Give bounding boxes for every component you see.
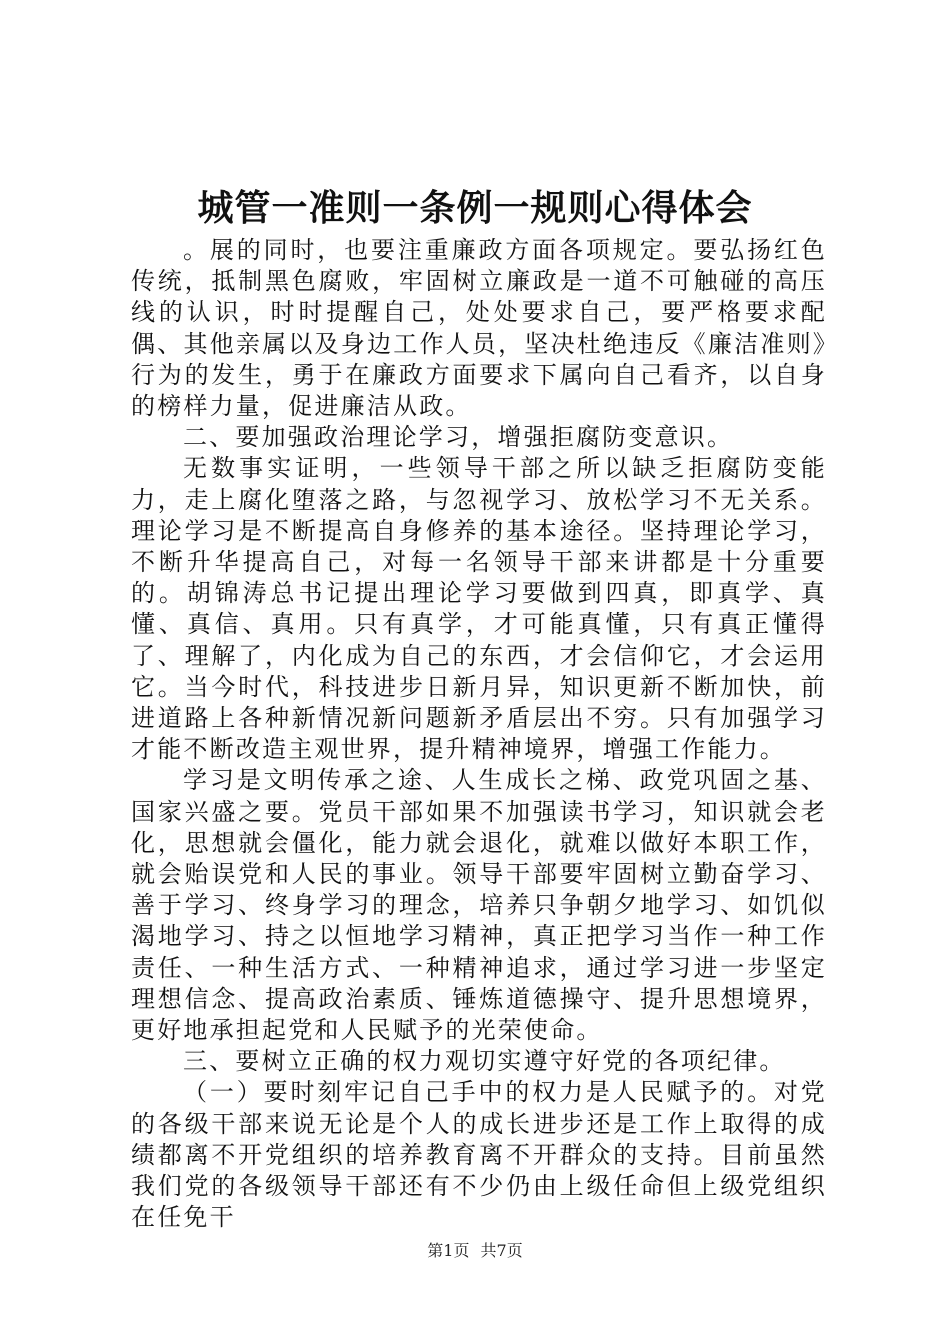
paragraph-6: （一）要时刻牢记自己手中的权力是人民赋予的。对党的各级干部来说无论是个人的成长进步还是工作上取得的成绩都离不开党组织的培养教育离不开群众的支持。目前虽然我们党的各级领导干部还有不少仍由上级任命但上级党组织在任免干 (131, 1078, 827, 1232)
paragraph-3: 无数事实证明，一些领导干部之所以缺乏拒腐防变能力，走上腐化堕落之路，与忽视学习、放松学习不无关系。理论学习是不断提高自身修养的基本途径。坚持理论学习，不断升华提高自己，对每一名领导干部来讲都是十分重要的。胡锦涛总书记提出理论学习要做到四真，即真学、真懂、真信、真用。只有真学，才可能真懂，只有真正懂得了、理解了，内化成为自己的东西，才会信仰它，才会运用它。当今时代，科技进步日新月异，知识更新不断加快，前进道路上各种新情况新问题新矛盾层出不穷。只有加强学习才能不断改造主观世界，提升精神境界，增强工作能力。 (131, 454, 827, 764)
document-title: 城管一准则一条例一规则心得体会 (197, 188, 753, 229)
page-number: 第1页 (427, 1241, 470, 1260)
paragraph-5-heading: 三、要树立正确的权力观切实遵守好党的各项纪律。 (183, 1047, 786, 1076)
page-total: 共7页 (480, 1241, 523, 1260)
document-body (131, 235, 827, 1234)
paragraph-1: 。展的同时，也要注重廉政方面各项规定。要弘扬红色传统，抵制黑色腐败，牢固树立廉政是一道不可触碰的高压线的认识，时时提醒自己，处处要求自己，要严格要求配偶、其他亲属以及身边工作人员，坚决杜绝违反《廉洁准则》行为的发生，勇于在廉政方面要求下属向自己看齐，以自身的榜样力量，促进廉洁从政。 (131, 236, 827, 421)
paragraph-2-heading: 二、要加强政治理论学习，增强拒腐防变意识。 (183, 423, 734, 452)
page-footer (0, 1240, 950, 1262)
paragraph-4: 学习是文明传承之途、人生成长之梯、政党巩固之基、国家兴盛之要。党员干部如果不加强读书学习，知识就会老化，思想就会僵化，能力就会退化，就难以做好本职工作，就会贻误党和人民的事业。领导干部要牢固树立勤奋学习、善于学习、终身学习的理念，培养只争朝夕地学习、如饥似渴地学习、持之以恒地学习精神，真正把学习当作一种工作责任、一种生活方式、一种精神追求，通过学习进一步坚定理想信念、提高政治素质、锤炼道德操守、提升思想境界，更好地承担起党和人民赋予的光荣使命。 (131, 766, 827, 1045)
